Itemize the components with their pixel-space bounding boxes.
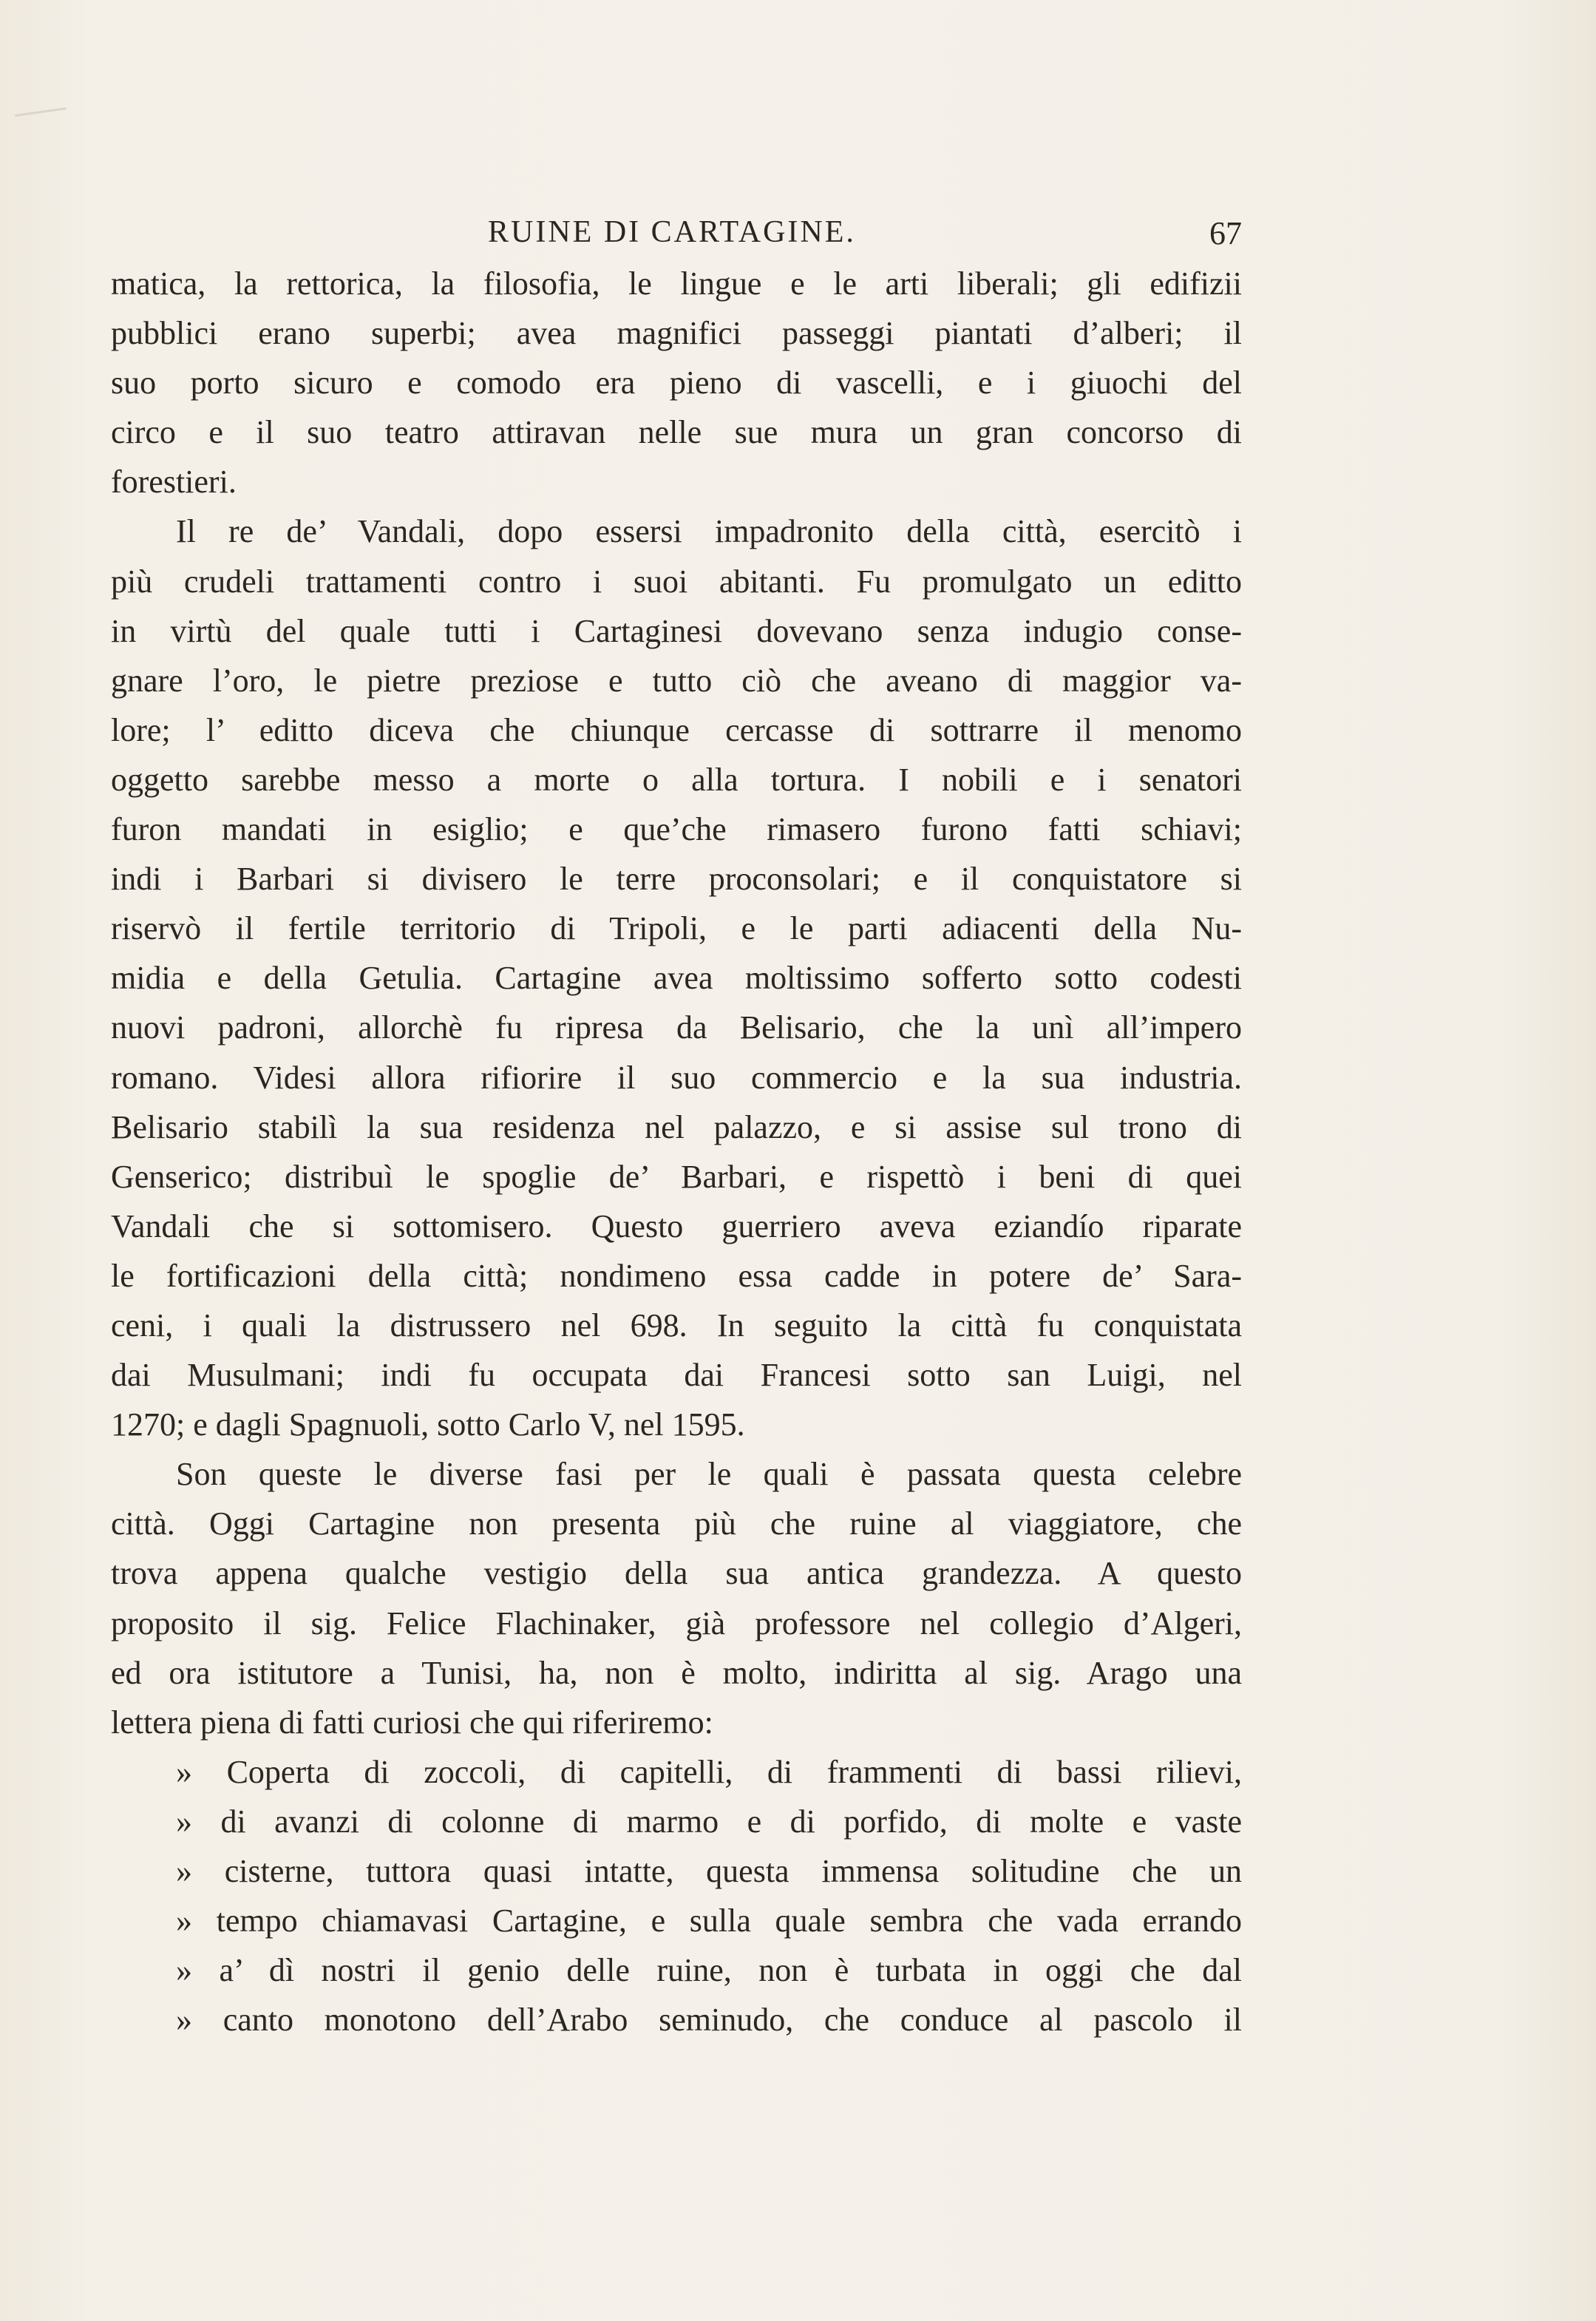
text-line: indi i Barbari si divisero le terre proconsolari; e il conquistatore si (111, 861, 1242, 898)
quote-line: » a’ dì nostri il genio delle ruine, non è turbata in oggi che dal (176, 1952, 1242, 1989)
text-line: le fortificazioni della città; nondimeno essa cadde in potere de’ Sara- (111, 1257, 1242, 1294)
text-line: furon mandati in esiglio; e que’che rimasero furono fatti schiavi; (111, 811, 1242, 848)
quote-line: » di avanzi di colonne di marmo e di porfido, di molte e vaste (176, 1803, 1242, 1840)
text-line: più crudeli trattamenti contro i suoi abitanti. Fu promulgato un editto (111, 563, 1242, 600)
page-smudge (15, 107, 67, 117)
text-line: midia e della Getulia. Cartagine avea moltissimo sofferto sotto codesti (111, 960, 1242, 997)
text-line: suo porto sicuro e comodo era pieno di vascelli, e i giuochi del (111, 365, 1242, 401)
text-line: trova appena qualche vestigio della sua antica grandezza. A questo (111, 1555, 1242, 1592)
text-line: pubblici erano superbi; avea magnifici passeggi piantati d’alberi; il (111, 315, 1242, 352)
text-line: in virtù del quale tutti i Cartaginesi dovevano senza indugio conse- (111, 612, 1242, 649)
text-line: Vandali che si sottomisero. Questo guerriero aveva eziandío riparate (111, 1207, 1242, 1244)
text-line: ceni, i quali la distrussero nel 698. In seguito la città fu conquistata (111, 1307, 1242, 1344)
text-line: matica, la rettorica, la filosofia, le lingue e le arti liberali; gli edifizii (111, 265, 1242, 302)
text-line: 1270; e dagli Spagnuoli, sotto Carlo V, nel 1595. (111, 1406, 745, 1443)
text-line: dai Musulmani; indi fu occupata dai Francesi sotto san Luigi, nel (111, 1357, 1242, 1394)
text-line: riservò il fertile territorio di Tripoli, e le parti adiacenti della Nu- (111, 910, 1242, 947)
text-line: lettera piena di fatti curiosi che qui riferiremo: (111, 1704, 713, 1741)
quote-line: » canto monotono dell’Arabo seminudo, che conduce al pascolo il (176, 2002, 1242, 2039)
page-header (111, 214, 1242, 259)
quote-line: » Coperta di zoccoli, di capitelli, di frammenti di bassi rilievi, (176, 1753, 1242, 1790)
text-line: Il re de’ Vandali, dopo essersi impadronito della città, esercitò i (176, 513, 1242, 550)
text-line: lore; l’ editto diceva che chiunque cercasse di sottrarre il menomo (111, 711, 1242, 748)
text-line: città. Oggi Cartagine non presenta più che ruine al viaggiatore, che (111, 1505, 1242, 1542)
text-line: ed ora istitutore a Tunisi, ha, non è molto, indiritta al sig. Arago una (111, 1654, 1242, 1691)
text-line: nuovi padroni, allorchè fu ripresa da Belisario, che la unì all’impero (111, 1009, 1242, 1046)
body-text (111, 259, 1242, 2044)
text-line: romano. Videsi allora rifiorire il suo commercio e la sua industria. (111, 1059, 1242, 1096)
text-line: Genserico; distribuì le spoglie de’ Barbari, e rispettò i beni di quei (111, 1158, 1242, 1195)
page-number: 67 (1209, 215, 1242, 251)
quote-line: » cisterne, tuttora quasi intatte, questa immensa solitudine che un (176, 1853, 1242, 1889)
quote-line: » tempo chiamavasi Cartagine, e sulla quale sembra che vada errando (176, 1902, 1242, 1939)
text-line: Belisario stabilì la sua residenza nel palazzo, e si assise sul trono di (111, 1108, 1242, 1145)
text-line: oggetto sarebbe messo a morte o alla tortura. I nobili e i senatori (111, 761, 1242, 798)
running-head: RUINE DI CARTAGINE. (488, 215, 856, 249)
text-line: Son queste le diverse fasi per le quali è passata questa celebre (176, 1456, 1242, 1493)
text-line: circo e il suo teatro attiravan nelle sue mura un gran concorso di (111, 414, 1242, 451)
text-line: forestieri. (111, 464, 237, 501)
text-line: proposito il sig. Felice Flachinaker, già professore nel collegio d’Algeri, (111, 1605, 1242, 1641)
text-line: gnare l’oro, le pietre preziose e tutto ciò che aveano di maggior va- (111, 662, 1242, 699)
